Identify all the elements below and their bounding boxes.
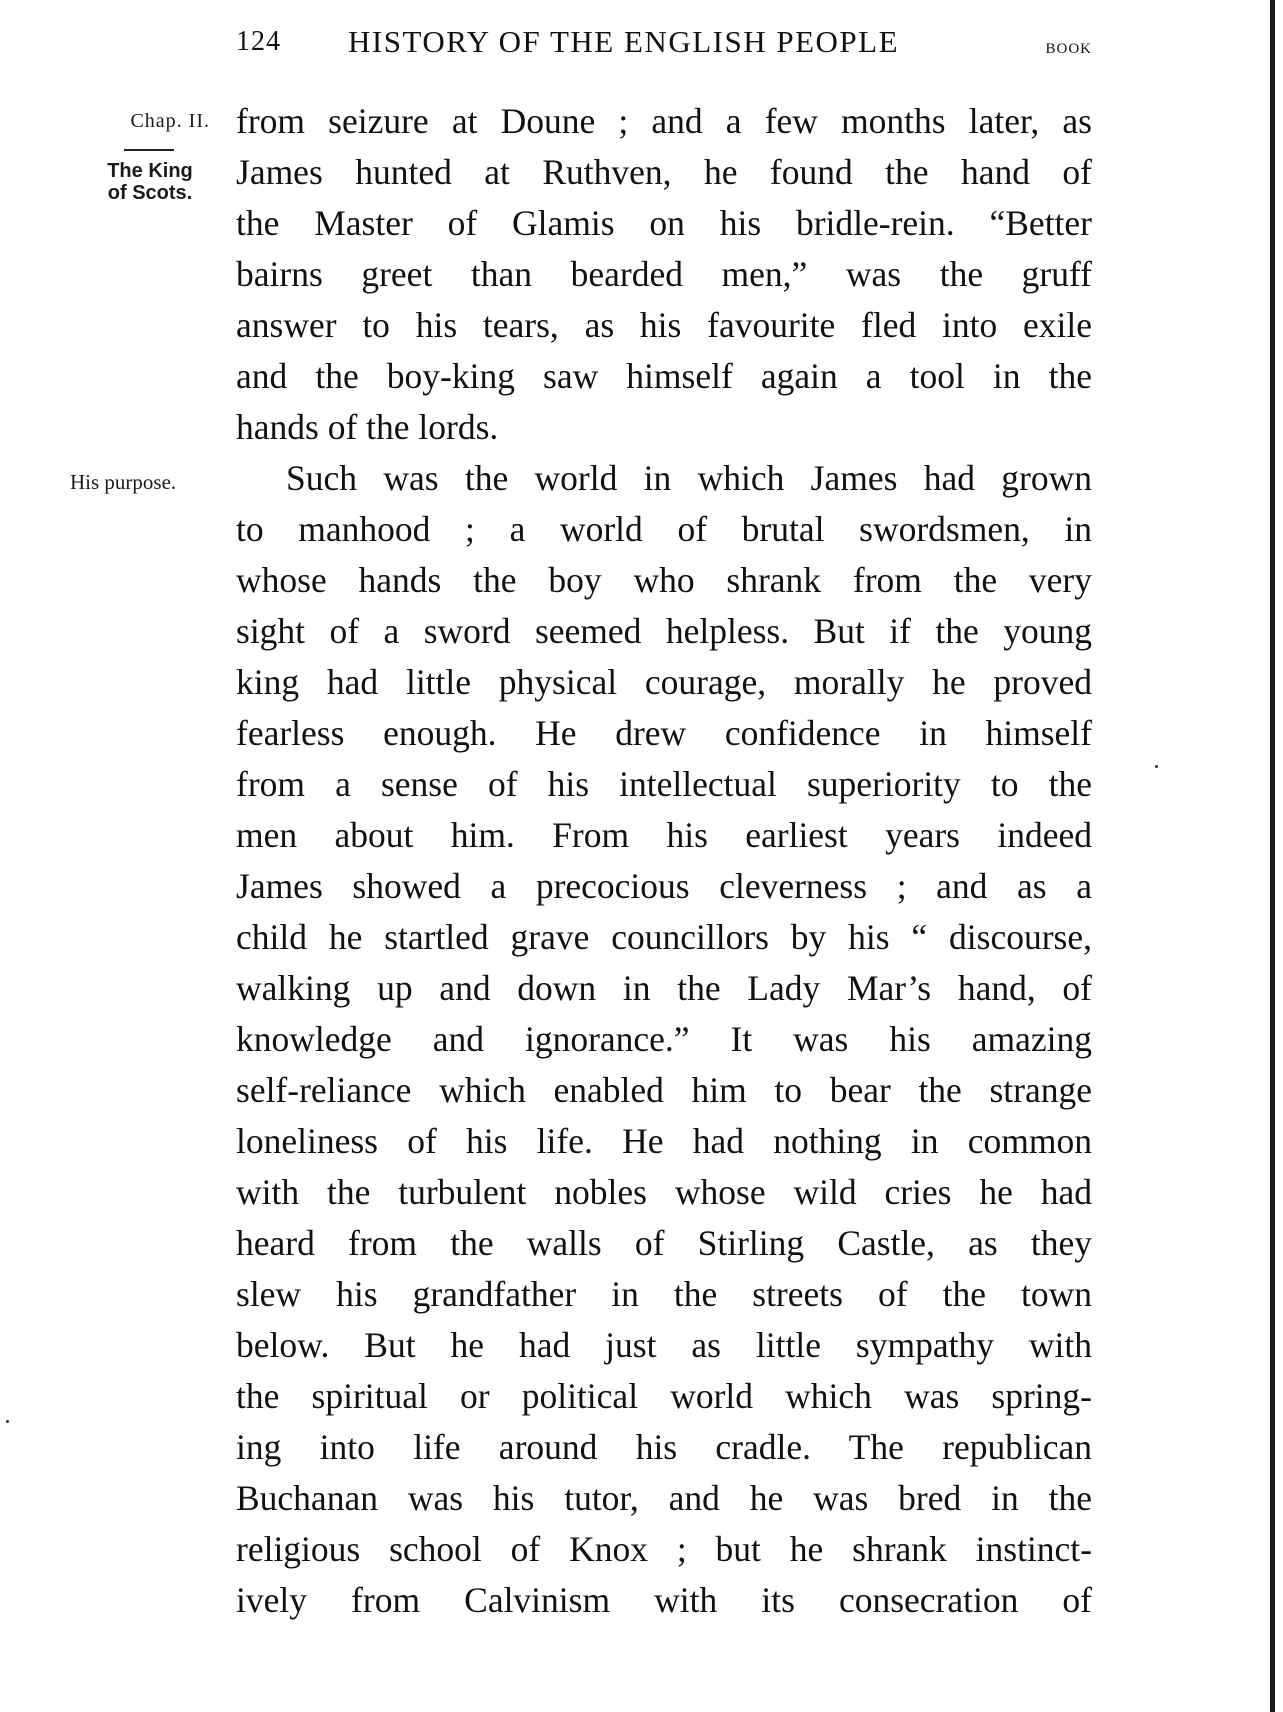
text-line: the spiritual or political world which was spring- bbox=[236, 1376, 1092, 1416]
text-line: James hunted at Ruthven, he found the hand of bbox=[236, 152, 1092, 192]
text-line: and the boy-king saw himself again a tool in the bbox=[236, 356, 1092, 396]
text-line: whose hands the boy who shrank from the very bbox=[236, 560, 1092, 600]
topic-margin-note-line1: The King bbox=[107, 160, 193, 182]
body-text bbox=[236, 96, 1092, 1626]
text-line: to manhood ; a world of brutal swordsmen, in bbox=[236, 509, 1092, 549]
text-line: Buchanan was his tutor, and he was bred in the bbox=[236, 1478, 1092, 1518]
chapter-rule-divider bbox=[124, 149, 174, 151]
text-line: religious school of Knox ; but he shrank instinct- bbox=[236, 1529, 1092, 1569]
text-line: knowledge and ignorance.” It was his amazing bbox=[236, 1019, 1092, 1059]
text-line: from a sense of his intellectual superiority to the bbox=[236, 764, 1092, 804]
text-line: below. But he had just as little sympathy with bbox=[236, 1325, 1092, 1365]
text-line: child he startled grave councillors by his “ discourse, bbox=[236, 917, 1092, 957]
text-line: men about him. From his earliest years indeed bbox=[236, 815, 1092, 855]
text-line: sight of a sword seemed helpless. But if the young bbox=[236, 611, 1092, 651]
text-line: loneliness of his life. He had nothing in common bbox=[236, 1121, 1092, 1161]
running-title: HISTORY OF THE ENGLISH PEOPLE bbox=[348, 24, 900, 59]
topic-margin-note-line2: of Scots. bbox=[107, 182, 193, 204]
page-edge-rule bbox=[1270, 0, 1275, 1712]
text-line: ively from Calvinism with its consecration of bbox=[236, 1580, 1092, 1620]
text-line: king had little physical courage, morally he proved bbox=[236, 662, 1092, 702]
text-line: hands of the lords. bbox=[236, 407, 499, 447]
running-head bbox=[236, 22, 1092, 62]
text-line: Such was the world in which James had grown bbox=[286, 458, 1092, 498]
print-speck bbox=[6, 1420, 9, 1423]
text-line: self-reliance which enabled him to bear the strange bbox=[236, 1070, 1092, 1110]
topic-margin-note bbox=[88, 160, 212, 204]
text-line: slew his grandfather in the streets of the town bbox=[236, 1274, 1092, 1314]
page-number: 124 bbox=[236, 26, 281, 57]
text-line: James showed a precocious cleverness ; and as a bbox=[236, 866, 1092, 906]
text-line: fearless enough. He drew confidence in himself bbox=[236, 713, 1092, 753]
print-speck bbox=[1155, 765, 1158, 768]
text-line: the Master of Glamis on his bridle-rein. “Better bbox=[236, 203, 1092, 243]
book-label: book bbox=[1045, 34, 1092, 58]
text-line: walking up and down in the Lady Mar’s hand, of bbox=[236, 968, 1092, 1008]
text-line: ing into life around his cradle. The republican bbox=[236, 1427, 1092, 1467]
text-line: bairns greet than bearded men,” was the gruff bbox=[236, 254, 1092, 294]
text-line: answer to his tears, as his favourite fled into exile bbox=[236, 305, 1092, 345]
chapter-margin-note: Chap. II. bbox=[130, 110, 210, 132]
text-line: heard from the walls of Stirling Castle, as they bbox=[236, 1223, 1092, 1263]
text-line: from seizure at Doune ; and a few months later, as bbox=[236, 101, 1092, 141]
text-line: with the turbulent nobles whose wild cries he had bbox=[236, 1172, 1092, 1212]
section-margin-note: His purpose. bbox=[70, 470, 177, 494]
